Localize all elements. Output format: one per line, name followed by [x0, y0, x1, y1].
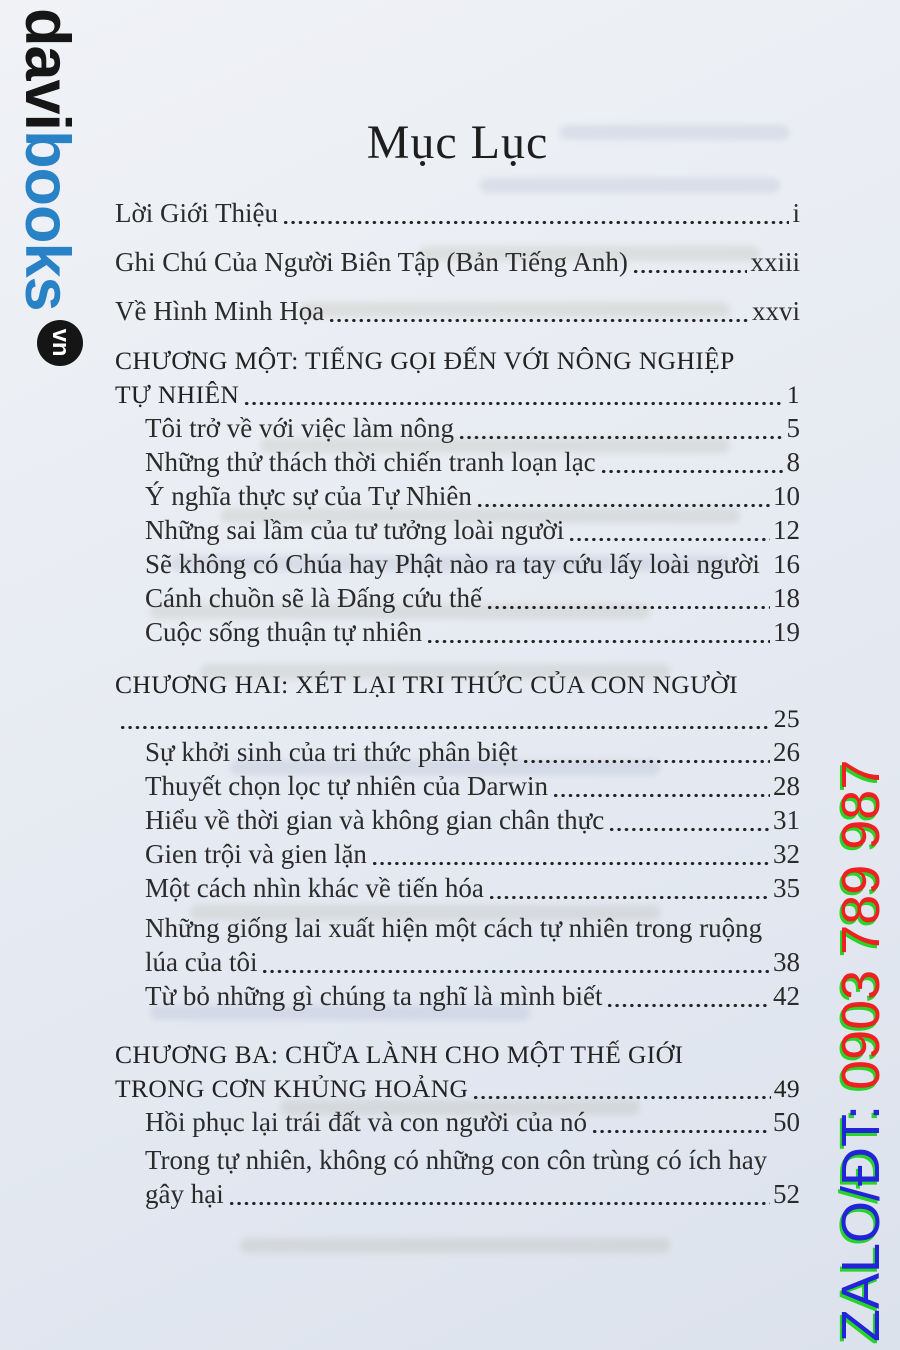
toc-page-number: 10 [773, 481, 800, 511]
toc-row [115, 343, 800, 377]
toc-row [115, 294, 800, 328]
toc-entry-text: Hồi phục lại trái đất và con người của nó [145, 1107, 588, 1137]
toc-entry-text: Cánh chuồn sẽ là Đấng cứu thế [145, 583, 483, 613]
toc-row [145, 445, 800, 479]
toc-entry-text: CHƯƠNG HAI: XÉT LẠI TRI THỨC CỦA CON NGƯỜI [115, 670, 738, 699]
toc-row [145, 1105, 800, 1139]
page-title: Mục Lục [366, 116, 549, 169]
toc-row [115, 377, 800, 411]
logo-vn-badge: vn [37, 320, 83, 366]
toc-row [115, 196, 800, 230]
toc-entry-text: Gien trội và gien lặn [145, 839, 367, 869]
logo-text-books: books [12, 130, 82, 311]
toc-entry-text: Lời Giới Thiệu [115, 198, 279, 228]
dot-leader [566, 513, 770, 547]
toc-page-number: 16 [773, 549, 800, 579]
bleedthrough-smudge [240, 1238, 670, 1253]
dot-leader [769, 1143, 797, 1177]
dot-leader [241, 377, 784, 411]
dot-leader [740, 667, 797, 701]
table-of-contents [115, 196, 800, 1211]
dot-leader [424, 615, 770, 649]
toc-page-number: 5 [786, 413, 800, 443]
toc-entry-text: Những sai lầm của tư tưởng loài người [145, 515, 565, 545]
toc-entry-text: CHƯƠNG MỘT: TIẾNG GỌI ĐẾN VỚI NÔNG NGHIỆP [115, 346, 735, 375]
toc-entry-text: Về Hình Minh Họa [115, 296, 325, 326]
davibooks-logo [12, 8, 82, 366]
logo-text-davi: davi [12, 8, 82, 131]
toc-page-number: 31 [773, 805, 800, 835]
toc-page-number: 52 [773, 1179, 800, 1209]
dot-leader [470, 1071, 770, 1105]
toc-entry-text: Từ bỏ những gì chúng ta nghĩ là mình biết [145, 981, 603, 1011]
dot-leader [326, 294, 749, 328]
toc-entry-text: Những giống lai xuất hiện một cách tự nhiên trong ruộng [145, 913, 763, 943]
dot-leader [259, 945, 770, 979]
toc-row [115, 667, 800, 701]
dot-leader [685, 1037, 797, 1071]
dot-leader [764, 911, 797, 945]
toc-entry-text: Những thử thách thời chiến tranh loạn lạc [145, 447, 596, 477]
toc-page-number: xxiii [750, 247, 800, 277]
toc-row [145, 547, 800, 581]
toc-page-number: 50 [773, 1107, 800, 1137]
dot-leader [280, 196, 789, 230]
dot-leader [598, 445, 784, 479]
toc-row [145, 1177, 800, 1211]
toc-row [115, 1037, 800, 1071]
toc-entry-text: Thuyết chọn lọc tự nhiên của Darwin [145, 771, 549, 801]
toc-page-number: 8 [786, 447, 800, 477]
toc-content [115, 112, 800, 1211]
toc-entry-text: Cuộc sống thuận tự nhiên [145, 617, 423, 647]
toc-entry-text: Hiểu về thời gian và không gian chân thực [145, 805, 605, 835]
dot-leader [474, 479, 770, 513]
toc-entry-text: CHƯƠNG BA: CHỮA LÀNH CHO MỘT THẾ GIỚI [115, 1040, 684, 1069]
contact-stamp-label: ZALO/ĐT: [831, 1104, 891, 1342]
toc-row [145, 735, 800, 769]
contact-stamp-number: 0903 789 987 [831, 759, 891, 1090]
toc-entry-text: Ý nghĩa thực sự của Tự Nhiên [145, 481, 472, 511]
toc-row [115, 245, 800, 279]
toc-row [145, 479, 800, 513]
toc-row [145, 911, 800, 945]
toc-page-number: 12 [773, 515, 800, 545]
toc-page-number: 26 [773, 737, 800, 767]
toc-entry-text: TỰ NHIÊN [115, 380, 240, 409]
dot-leader [456, 411, 784, 445]
toc-entry-text: Tôi trở về với việc làm nông [145, 413, 454, 443]
toc-page-number: 42 [773, 981, 800, 1011]
dot-leader [630, 245, 748, 279]
dot-leader [606, 803, 770, 837]
dot-leader [737, 343, 797, 377]
contact-stamp [830, 760, 892, 1342]
dot-leader [604, 979, 770, 1013]
toc-entry-text: Trong tự nhiên, không có những con côn trùng có ích hay [145, 1145, 768, 1175]
toc-row [145, 411, 800, 445]
dot-leader [550, 769, 770, 803]
dot-leader [117, 701, 771, 735]
toc-page-number: xxvi [751, 296, 800, 326]
dot-leader [484, 581, 770, 615]
dot-leader [520, 735, 770, 769]
toc-row [145, 769, 800, 803]
toc-entry-text: TRONG CƠN KHỦNG HOẢNG [115, 1074, 469, 1103]
toc-page-number: 25 [773, 704, 800, 733]
toc-row [145, 615, 800, 649]
toc-page-number: 32 [773, 839, 800, 869]
toc-page-number: 38 [773, 947, 800, 977]
toc-row [145, 945, 800, 979]
toc-page-number: 35 [773, 873, 800, 903]
toc-row [145, 513, 800, 547]
toc-entry-text: gây hại [145, 1179, 224, 1209]
toc-row [145, 837, 800, 871]
toc-row [115, 701, 800, 735]
toc-row [145, 871, 800, 905]
dot-leader [226, 1177, 770, 1211]
toc-row [145, 581, 800, 615]
toc-page-number: i [792, 198, 800, 228]
toc-entry-text: lúa của tôi [145, 947, 258, 977]
dot-leader [486, 871, 770, 905]
dot-leader [762, 547, 770, 581]
toc-row [145, 803, 800, 837]
toc-row [145, 979, 800, 1013]
toc-row [115, 1071, 800, 1105]
toc-row [145, 1143, 800, 1177]
dot-leader [589, 1105, 770, 1139]
toc-entry-text: Ghi Chú Của Người Biên Tập (Bản Tiếng Anh) [115, 247, 628, 277]
toc-page-number: 49 [773, 1074, 800, 1103]
toc-page-number: 28 [773, 771, 800, 801]
toc-entry-text: Sự khởi sinh của tri thức phân biệt [145, 737, 518, 767]
dot-leader [369, 837, 770, 871]
toc-entry-text: Một cách nhìn khác về tiến hóa [145, 873, 484, 903]
toc-entry-text: Sẽ không có Chúa hay Phật nào ra tay cứu lấy loài người [145, 549, 760, 579]
toc-page-number: 19 [773, 617, 800, 647]
toc-page-number: 1 [786, 380, 800, 409]
toc-page-number: 18 [773, 583, 800, 613]
